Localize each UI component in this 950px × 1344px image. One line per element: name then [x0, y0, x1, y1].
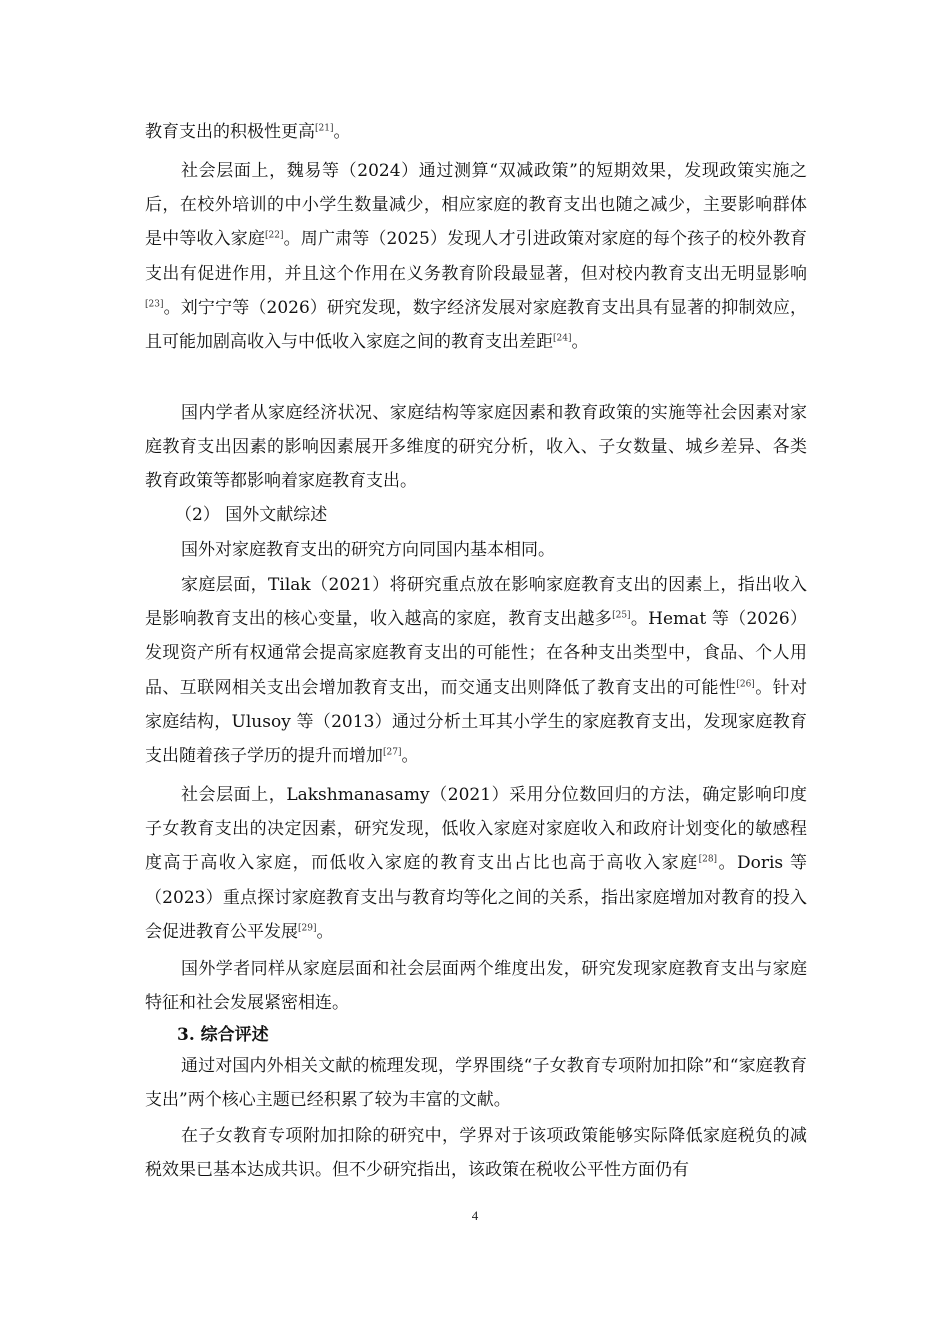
text-run: 教育支出的积极性更高	[145, 122, 315, 142]
text-run: 。	[401, 746, 419, 767]
paragraph-review-deduction: 在子女教育专项附加扣除的研究中，学界对于该项政策能够实际降低家庭税负的减税效果已基本达成共识。但不少研究指出，该政策在税收公平性方面仍有	[145, 1126, 807, 1181]
text-run: 。Doris 等（2023）重点探讨家庭教育支出与教育均等化之间的关系，指出家庭增加对教育的投入会促进教育公平发展	[145, 853, 807, 942]
text-run: 社会层面上，Lakshmanasamy（2021）采用分位数回归的方法，确定影响印度子女教育支出的决定因素，研究发现，低收入家庭对家庭收入和政府计划变化的敏感程度高于高收入家庭，而低收入家庭的教育支出占比也高于高收入家庭	[145, 785, 807, 874]
page-number: 4	[471, 1208, 479, 1223]
citation-ref: [21]	[315, 123, 334, 134]
paragraph-foreign-summary: 国外学者同样从家庭层面和社会层面两个维度出发，研究发现家庭教育支出与家庭特征和社会发展紧密相连。	[145, 959, 807, 1014]
section-heading-overall-review: 3. 综合评述	[177, 1025, 269, 1045]
citation-ref: [23]	[145, 299, 164, 310]
text-run: 。	[316, 921, 334, 942]
citation-ref: [29]	[298, 923, 317, 934]
text-run: 家庭层面，Tilak（2021）将研究重点放在影响家庭教育支出的因素上，指出收入是影响教育支出的核心变量，收入越高的家庭，教育支出越多	[145, 575, 807, 630]
subheading-foreign-review: （2） 国外文献综述	[175, 505, 328, 525]
text-run: 。周广肃等（2025）发现人才引进政策对家庭的每个孩子的校外教育支出有促进作用，并且这个作用在义务教育阶段最显著，但对校内教育支出无明显影响	[145, 229, 808, 284]
paragraph-foreign-family	[145, 568, 807, 773]
paragraph-domestic-social	[145, 154, 807, 359]
citation-ref: [24]	[553, 333, 572, 344]
text-run: 。	[333, 122, 351, 142]
text-run: 社会层面上，魏易等（2024）通过测算“双减政策”的短期效果，发现政策实施之后，在校外培训的中小学生数量减少，相应家庭的教育支出也随之减少，主要影响群体是中等收入家庭	[145, 161, 807, 250]
paragraph-foreign-intro: 国外对家庭教育支出的研究方向同国内基本相同。	[181, 540, 555, 560]
text-run: 。刘宁宁等（2026）研究发现，数字经济发展对家庭教育支出具有显著的抑制效应，且可能加剧高收入与中低收入家庭之间的教育支出差距	[145, 297, 807, 353]
paragraph-review-intro: 通过对国内外相关文献的梳理发现，学界围绕“子女教育专项附加扣除”和“家庭教育支出”两个核心主题已经积累了较为丰富的文献。	[145, 1056, 807, 1111]
paragraph-foreign-social	[145, 778, 807, 949]
text-run: 。针对家庭结构，Ulusoy 等（2013）通过分析土耳其小学生的家庭教育支出，发现家庭教育支出随着孩子学历的提升而增加	[145, 677, 808, 767]
citation-ref: [22]	[265, 230, 284, 241]
paragraph-continuation	[145, 115, 807, 149]
text-run: 。	[571, 332, 589, 353]
paragraph-domestic-summary: 国内学者从家庭经济状况、家庭结构等家庭因素和教育政策的实施等社会因素对家庭教育支出因素的影响因素展开多维度的研究分析，收入、子女数量、城乡差异、各类教育政策等都影响着家庭教育支出。	[145, 403, 807, 492]
citation-ref: [26]	[736, 678, 755, 689]
citation-ref: [25]	[612, 610, 631, 621]
text-run: 。Hemat 等（2026）发现资产所有权通常会提高家庭教育支出的可能性；在各种支出类型中，食品、个人用品、互联网相关支出会增加教育支出，而交通支出则降低了教育支出的可能性	[145, 609, 808, 698]
citation-ref: [28]	[698, 854, 718, 865]
citation-ref: [27]	[383, 747, 402, 758]
